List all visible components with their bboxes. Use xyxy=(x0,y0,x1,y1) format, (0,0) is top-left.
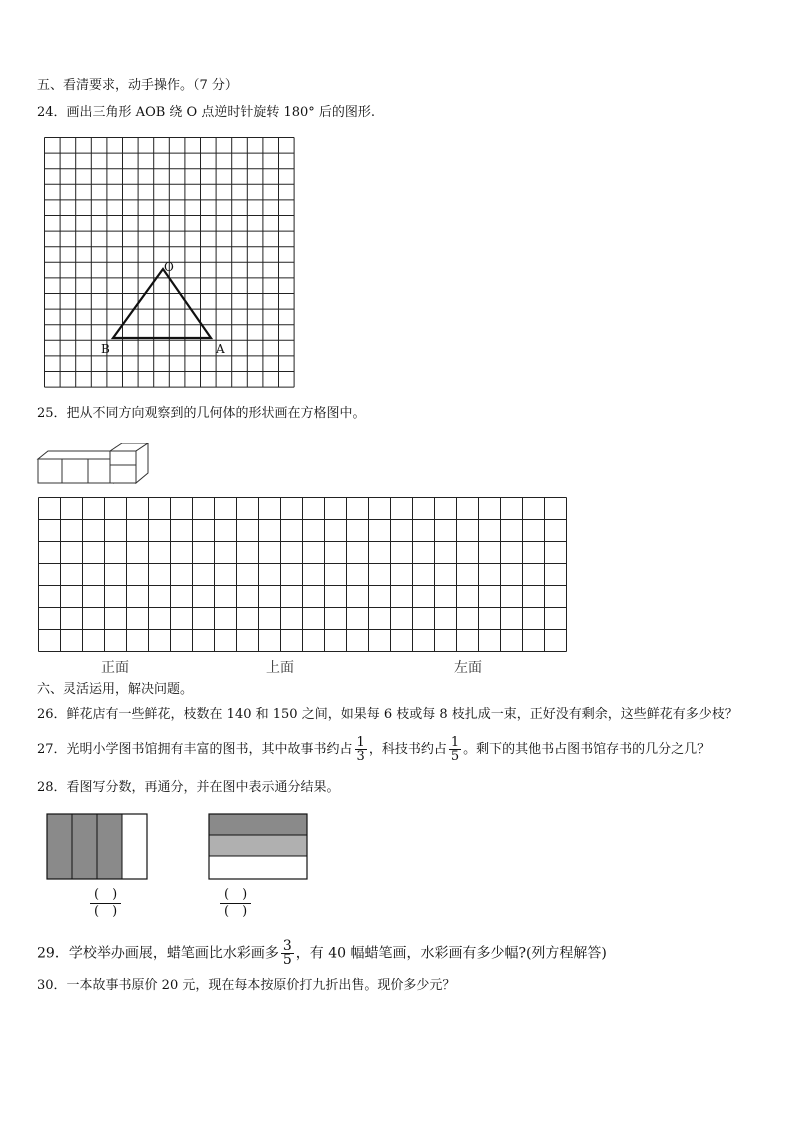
question-25: 25．把从不同方向观察到的几何体的形状画在方格图中。 xyxy=(37,406,366,421)
cube-solid-figure xyxy=(36,443,154,487)
answer-fraction-blank-right[interactable]: ( ) ( ) xyxy=(220,887,251,920)
question-30: 30．一本故事书原价 20 元，现在每本按原价打九折出售。现价多少元？ xyxy=(37,978,456,993)
triangle-aob xyxy=(113,269,211,338)
section5-title: 五、看清要求，动手操作。（7 分） xyxy=(37,78,238,93)
fraction-figure-vertical xyxy=(46,813,148,880)
question-27: 27．光明小学图书馆拥有丰富的图书，其中故事书约占 $\frac{1}{3}$ ，科技书约占 $\frac{1}{5}$ 。剩下的其他书占图书馆存书的几分之几？ xyxy=(37,735,711,764)
fraction-figure-horizontal xyxy=(208,813,308,880)
question-29: 29．学校举办画展，蜡笔画比水彩画多 $\frac{3}{5}$ ，有 40 幅蜡笔画，水彩画有多少幅?(列方程解答) xyxy=(37,938,607,968)
left-view-label: 左面 xyxy=(454,660,482,676)
question-26: 26．鲜花店有一些鲜花，枝数在 140 和 150 之间，如果每 6 枝或每 8 枝扎成一束，正好没有剩余，这些鲜花有多少枝？ xyxy=(37,707,738,722)
point-a-label: A xyxy=(216,342,225,356)
front-view-label: 正面 xyxy=(101,660,129,676)
fraction-one-third: $\frac{1}{3}$ xyxy=(356,735,365,764)
question-28: 28．看图写分数，再通分，并在图中表示通分结果。 xyxy=(37,780,340,795)
point-o-label: O xyxy=(164,260,174,274)
views-grid xyxy=(38,497,570,654)
answer-fraction-blank-left[interactable]: ( ) ( ) xyxy=(90,887,121,920)
fraction-one-fifth: $\frac{1}{5}$ xyxy=(450,735,460,764)
fraction-three-fifths: $\frac{3}{5}$ xyxy=(282,938,292,968)
top-view-label: 上面 xyxy=(266,660,294,676)
section6-title: 六、灵活运用，解决问题。 xyxy=(37,682,194,697)
point-b-label: B xyxy=(101,342,110,356)
question-24: 24．画出三角形 AOB 绕 O 点逆时针旋转 180° 后的图形. xyxy=(37,105,376,120)
